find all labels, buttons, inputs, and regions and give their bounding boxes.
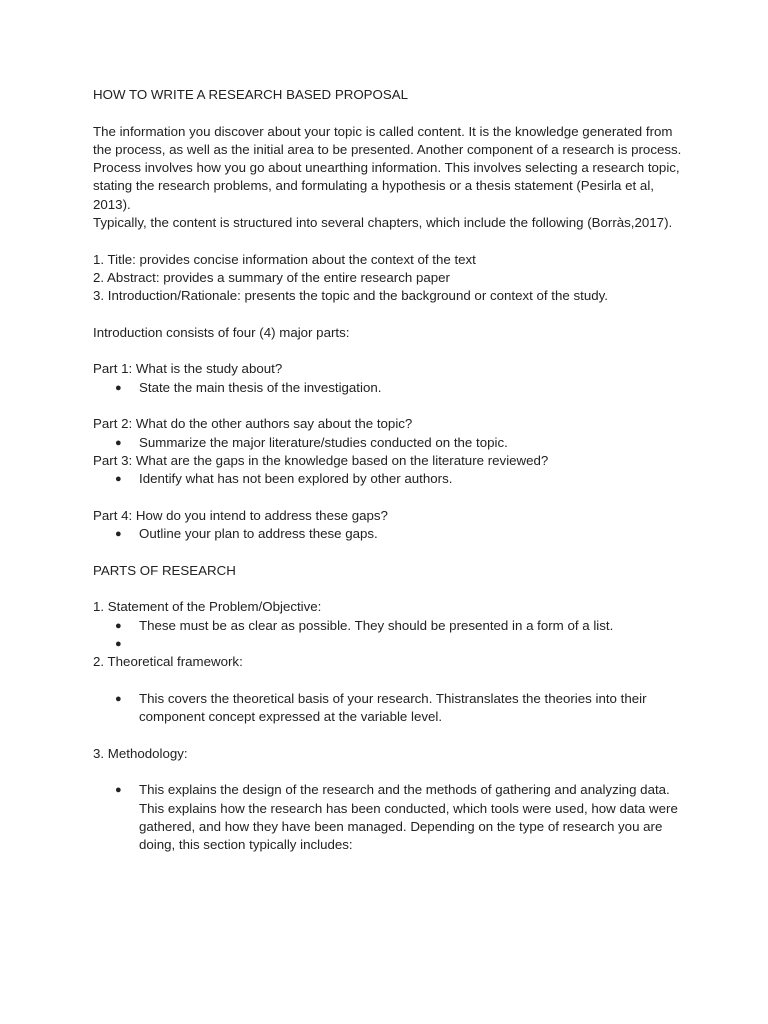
bullet-text: Outline your plan to address these gaps. [139, 526, 378, 542]
research-bullet-list [93, 690, 683, 727]
document-body [93, 86, 683, 854]
part-bullet-list [93, 525, 683, 543]
part-question: Part 2: What do the other authors say about the topic? [93, 416, 413, 432]
research-section-heading: 2. Theoretical framework: [93, 654, 243, 670]
bullet-text: Identify what has not been explored by other authors. [139, 471, 453, 487]
bullet-text: These must be as clear as possible. They should be presented in a form of a list. [139, 617, 614, 633]
research-bullet-list [93, 617, 683, 654]
chapter-item: 3. Introduction/Rationale: presents the topic and the background or context of the study. [93, 288, 608, 304]
part-question: Part 1: What is the study about? [93, 361, 283, 377]
part-question: Part 4: How do you intend to address these gaps? [93, 507, 388, 523]
bullet-text: State the main thesis of the investigation. [139, 379, 382, 395]
list-item [93, 617, 683, 635]
intro-paragraph-1: The information you discover about your topic is called content. It is the knowledge generated from the process, as well as the initial area to be presented. Another component of a research is process. [93, 123, 682, 157]
list-item [93, 635, 683, 653]
bullet-text: This covers the theoretical basis of your research. Thistranslates the theories into their component concept expressed at the variable level. [139, 690, 647, 725]
list-item [93, 379, 683, 397]
intro-paragraph-2: Process involves how you go about unearthing information. This involves selecting a research topic, stating the research problems, and formulating a hypothesis or a thesis statement (Pesirla et al, 2013). [93, 160, 680, 212]
bullet-icon: ● [115, 637, 122, 650]
document-title: HOW TO WRITE A RESEARCH BASED PROPOSAL [93, 87, 409, 102]
chapter-item: 1. Title: provides concise information about the context of the text [93, 251, 476, 267]
chapter-item: 2. Abstract: provides a summary of the entire research paper [93, 269, 450, 285]
research-section-heading: 1. Statement of the Problem/Objective: [93, 599, 322, 615]
part-bullet-list [93, 434, 683, 452]
bullet-icon: ● [115, 692, 122, 705]
introduction-parts-heading: Introduction consists of four (4) major parts: [93, 324, 350, 340]
bullet-icon: ● [115, 381, 122, 394]
bullet-icon: ● [115, 528, 122, 541]
intro-paragraph-3: Typically, the content is structured into several chapters, which include the following (Borràs,2017). [93, 215, 673, 231]
bullet-text: This explains the design of the research and the methods of gathering and analyzing data. This explains how the research has been conducted, which tools were used, how data were gathered, and how they have been managed. Depending on the type of research you are doing, this section typically includes: [139, 782, 678, 853]
bullet-text: Summarize the major literature/studies conducted on the topic. [139, 434, 508, 450]
list-item [93, 470, 683, 488]
research-section-heading: 3. Methodology: [93, 745, 188, 761]
list-item [93, 525, 683, 543]
list-item [93, 690, 683, 727]
part-bullet-list [93, 470, 683, 488]
parts-of-research-heading: PARTS OF RESEARCH [93, 562, 236, 578]
bullet-icon: ● [115, 619, 122, 632]
bullet-icon: ● [115, 473, 122, 486]
bullet-icon: ● [115, 436, 122, 449]
part-bullet-list [93, 379, 683, 397]
bullet-icon: ● [115, 784, 122, 797]
list-item [93, 781, 683, 854]
list-item [93, 434, 683, 452]
part-question: Part 3: What are the gaps in the knowledge based on the literature reviewed? [93, 452, 549, 468]
research-bullet-list [93, 781, 683, 854]
